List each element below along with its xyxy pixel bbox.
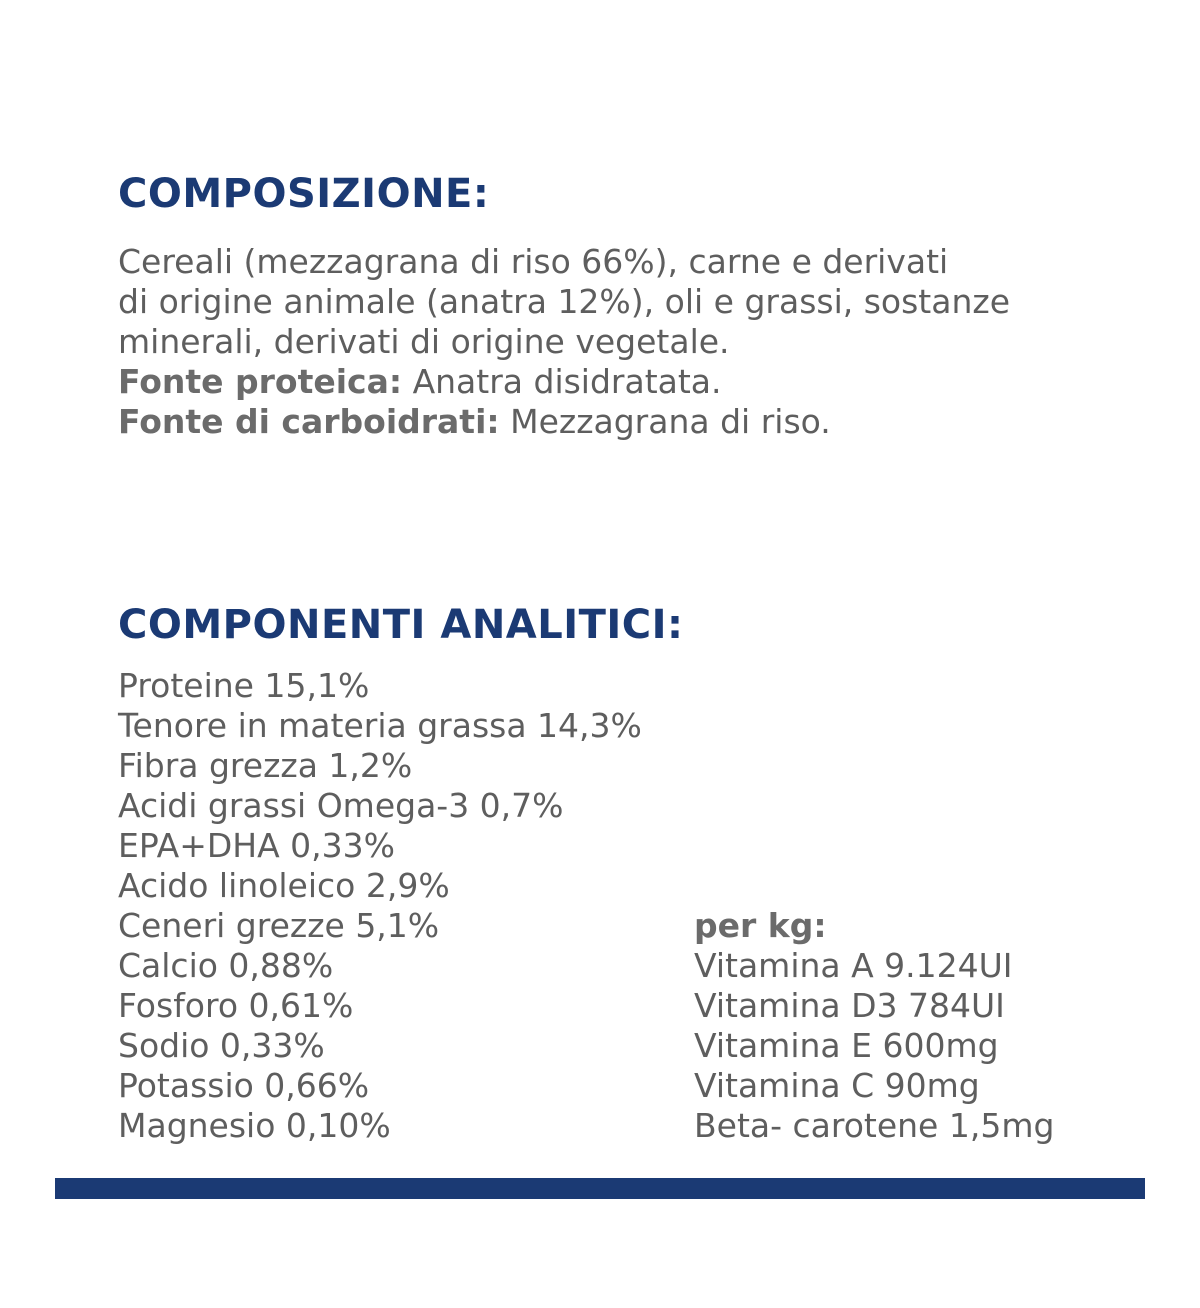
list-item: Calcio 0,88% [118,946,334,985]
vitamin-item: Vitamina C 90mg [694,1066,980,1105]
list-item: Sodio 0,33% [118,1026,325,1065]
vitamin-item: Vitamina D3 784UI [694,986,1005,1025]
list-item: Fibra grezza 1,2% [118,746,413,785]
list-item: Acido linoleico 2,9% [118,866,450,905]
list-item: Fosforo 0,61% [118,986,354,1025]
composition-line: di origine animale (anatra 12%), oli e grassi, sostanze [118,282,1010,321]
vitamin-item: Beta- carotene 1,5mg [694,1106,1055,1145]
analytic-components-list [118,666,642,1146]
list-item: Proteine 15,1% [118,666,370,705]
componenti-heading: COMPONENTI ANALITICI: [118,602,684,648]
list-item: Ceneri grezze 5,1% [118,906,440,945]
list-item: EPA+DHA 0,33% [118,826,395,865]
protein-source-line [118,362,1010,402]
vitamin-section [694,906,1054,1146]
carb-source-line [118,402,1010,442]
list-item: Magnesio 0,10% [118,1106,391,1145]
vitamin-item: Vitamina E 600mg [694,1026,999,1065]
composizione-body [118,242,1010,442]
per-kg-label: per kg: [694,906,827,945]
composition-line: minerali, derivati di origine vegetale. [118,322,730,361]
vitamin-item: Vitamina A 9.124UI [694,946,1013,985]
composizione-heading: COMPOSIZIONE: [118,171,490,217]
list-item: Potassio 0,66% [118,1066,370,1105]
carb-source-value: Mezzagrana di riso. [499,402,831,441]
composition-line: Cereali (mezzagrana di riso 66%), carne e derivati [118,242,949,281]
carb-source-label: Fonte di carboidrati: [118,402,500,441]
list-item: Acidi grassi Omega-3 0,7% [118,786,564,825]
vitamin-list [694,946,1054,1146]
bottom-divider-bar [55,1178,1145,1199]
protein-source-value: Anatra disidratata. [402,362,722,401]
list-item: Tenore in materia grassa 14,3% [118,706,642,745]
protein-source-label: Fonte proteica: [118,362,403,401]
